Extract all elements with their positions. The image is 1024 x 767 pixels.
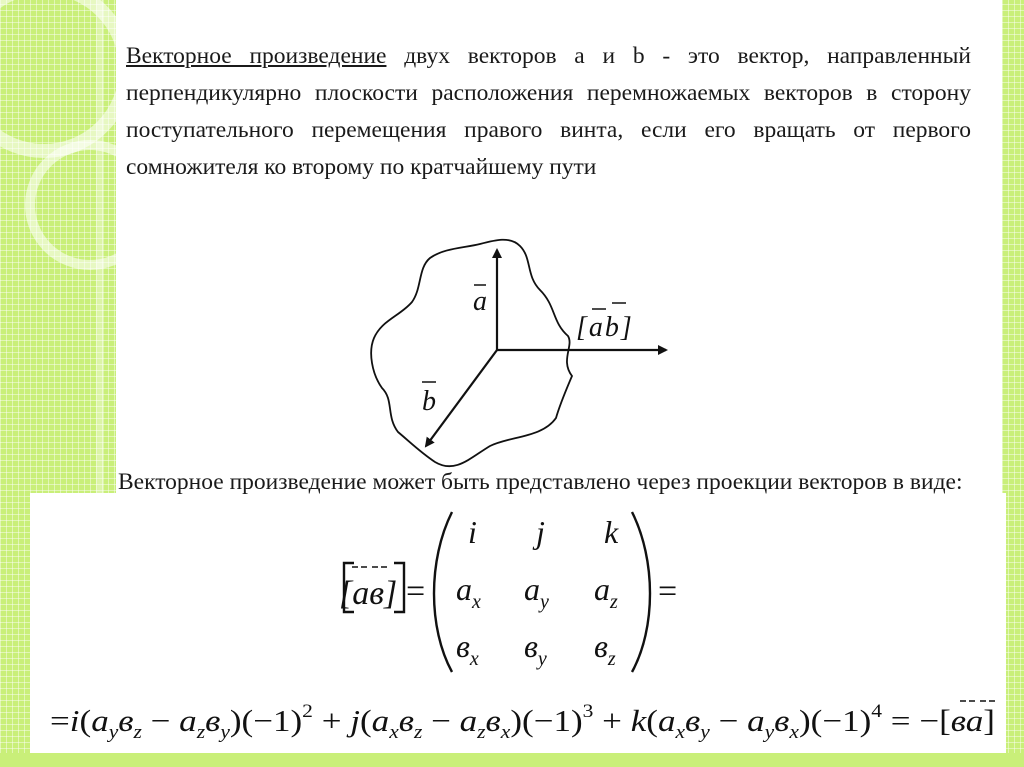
plane-outline [371, 240, 572, 467]
vector-product-figure [360, 232, 700, 472]
matrix-r1c2: j [536, 514, 545, 550]
equals-sign-1: = [406, 573, 426, 610]
label-b: b [422, 386, 436, 417]
lhs-label: [ав] [339, 575, 398, 612]
definition-term: Векторное произведение [126, 43, 387, 69]
matrix-r2c3: $a_z$ [594, 571, 618, 613]
matrix-r3c3: $в_z$ [594, 628, 616, 670]
equals-sign-2: = [658, 573, 678, 610]
definition-text: двух векторов a и b - это вектор, направленный перпендикулярно плоскости расположения перемножаемых векторов в сторону поступательного перемещения правого винта, если его вращать от первого сомножителя ко второму по кратчайшему пути [126, 43, 971, 180]
decorative-bottom-strip [0, 753, 1024, 767]
projection-text: Векторное произведение может быть представлено через проекции векторов в виде: [118, 469, 963, 495]
label-a: a [473, 286, 487, 317]
definition-paragraph [126, 38, 971, 186]
matrix-r2c2: $a_y$ [524, 571, 549, 613]
matrix-r1c1: i [468, 514, 477, 550]
matrix-r2c1: $a_x$ [456, 571, 481, 613]
expansion-formula: =i(a $_yв_z - a$ $_zв_y)(-1)$ $^2$ + j(a $_xв_z - a$ $_zв_x)(-1)$ $^3$ + k(a $_xв_y - a$ $_yв_x)(-1)$ $^4$ = −[ ва ] [50, 701, 994, 743]
matrix-r3c2: $в_y$ [524, 628, 547, 670]
matrix-r3c1: $в_x$ [456, 628, 479, 670]
vector-b-arrow [426, 350, 497, 446]
formula-panel [30, 493, 1006, 753]
label-product: [ab] [576, 312, 634, 343]
matrix-r1c3: k [604, 514, 619, 550]
